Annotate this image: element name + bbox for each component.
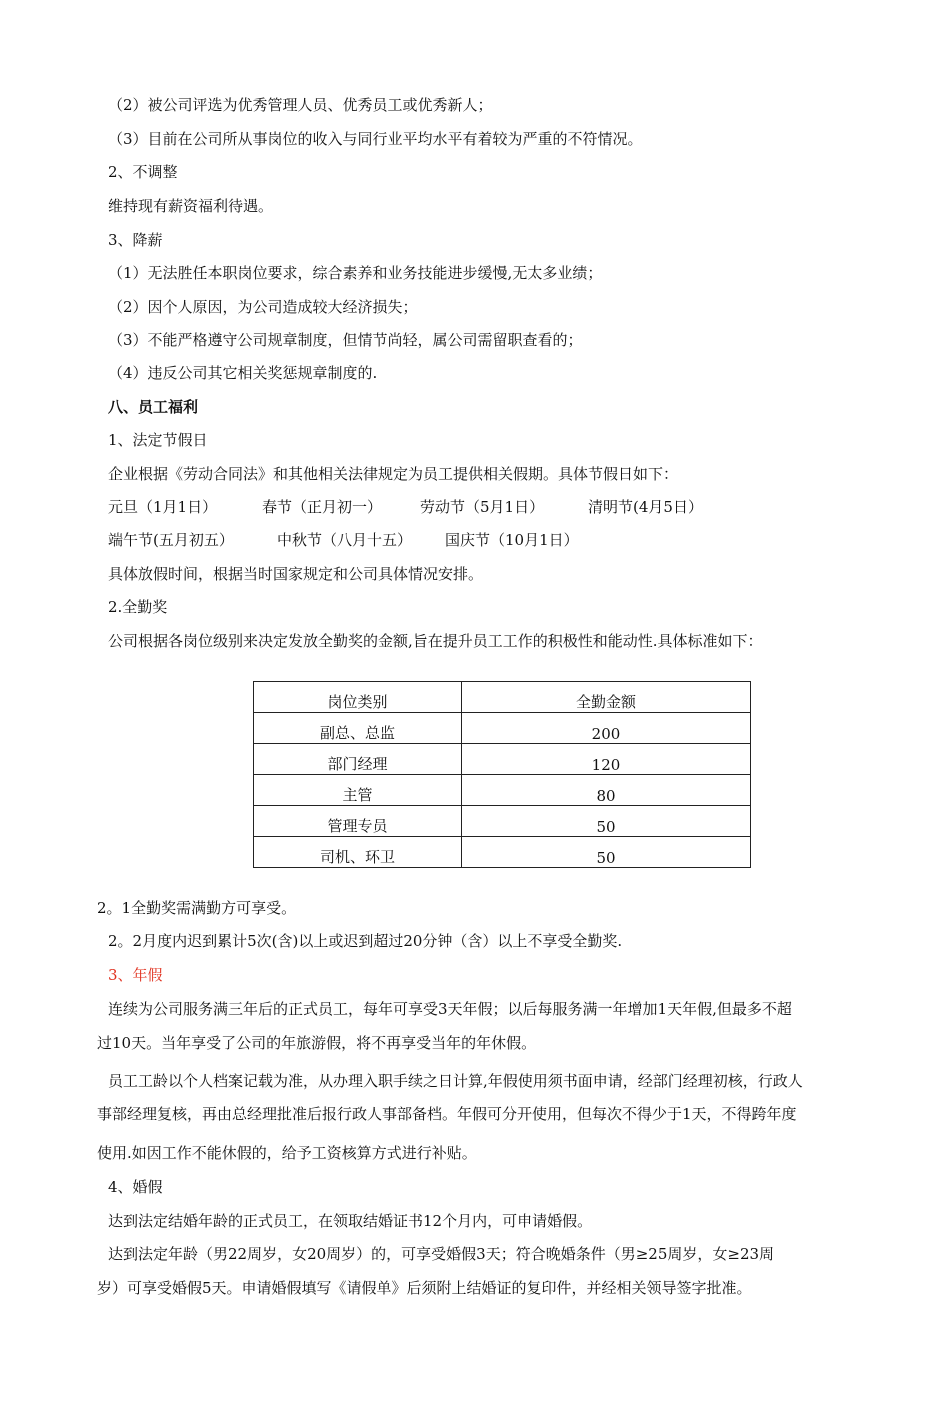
- reduce-condition-1: （1）无法胜任本职岗位要求，综合素养和业务技能进步缓慢,无太多业绩；: [108, 264, 603, 282]
- holiday-item: 国庆节（10月1日）: [445, 531, 579, 549]
- marriage-leave-para-2-line-2: 岁）可享受婚假5天。申请婚假填写《请假单》后须附上结婚证的复印件，并经相关领导签字批准。: [97, 1279, 752, 1297]
- annual-leave-para-1-line-2: 过10天。当年享受了公司的年旅游假，将不再享受当年的年休假。: [97, 1034, 537, 1052]
- column-header: 全勤金额: [462, 682, 751, 713]
- holiday-intro: 企业根据《劳动合同法》和其他相关法律规定为员工提供相关假期。具体节假日如下：: [108, 465, 679, 483]
- marriage-leave-para-1: 达到法定结婚年龄的正式员工，在领取结婚证书12个月内，可申请婚假。: [108, 1212, 593, 1230]
- marriage-leave-heading: 4、婚假: [108, 1178, 163, 1196]
- table-row: [254, 775, 751, 806]
- annual-leave-para-2-line-1: 员工工龄以个人档案记载为准，从办理入职手续之日计算,年假使用须书面申请，经部门经理初核，行政人: [108, 1072, 803, 1090]
- holiday-item: 春节（正月初一）: [262, 498, 383, 516]
- table-header-row: [254, 682, 751, 713]
- reduce-condition-3: （3）不能严格遵守公司规章制度，但情节尚轻，属公司需留职查看的；: [108, 331, 583, 349]
- table-row: [254, 744, 751, 775]
- holiday-item: 清明节(4月5日）: [588, 498, 703, 516]
- reduce-condition-4: （4）违反公司其它相关奖惩规章制度的.: [108, 364, 378, 382]
- attendance-rule-1: 2。1全勤奖需满勤方可享受。: [97, 899, 297, 917]
- annual-leave-para-2-line-3: 使用.如因工作不能休假的，给予工资核算方式进行补贴。: [97, 1144, 477, 1162]
- annual-leave-para-2-line-2: 事部经理复核，再由总经理批准后报行政人事部备档。年假可分开使用，但每次不得少于1天，不得跨年度: [97, 1105, 797, 1123]
- raise-condition-2: （2）被公司评选为优秀管理人员、优秀员工或优秀新人；: [108, 96, 493, 114]
- table-cell: 主管: [254, 775, 462, 806]
- column-header: 岗位类别: [254, 682, 462, 713]
- table-cell: 50: [462, 837, 751, 868]
- holiday-heading: 1、法定节假日: [108, 431, 208, 449]
- table-cell: 副总、总监: [254, 713, 462, 744]
- table-row: [254, 806, 751, 837]
- reduce-condition-2: （2）因个人原因，为公司造成较大经济损失；: [108, 298, 418, 316]
- attendance-heading: 2.全勤奖: [108, 598, 168, 616]
- table-cell: 管理专员: [254, 806, 462, 837]
- attendance-intro: 公司根据各岗位级别来决定发放全勤奖的金额,旨在提升员工工作的积极性和能动性.具体标准如下：: [108, 632, 763, 650]
- attendance-table: [253, 681, 751, 868]
- no-adjust-heading: 2、不调整: [108, 163, 178, 181]
- holiday-item: 元旦（1月1日）: [108, 498, 218, 516]
- table-cell: 部门经理: [254, 744, 462, 775]
- table-cell: 200: [462, 713, 751, 744]
- table-row: [254, 713, 751, 744]
- table-cell: 80: [462, 775, 751, 806]
- holiday-item: 劳动节（5月1日）: [420, 498, 545, 516]
- table-cell: 司机、环卫: [254, 837, 462, 868]
- holiday-note: 具体放假时间，根据当时国家规定和公司具体情况安排。: [108, 565, 484, 583]
- annual-leave-heading: 3、年假: [108, 966, 163, 984]
- holiday-item: 端午节(五月初五）: [108, 531, 234, 549]
- table-row: [254, 837, 751, 868]
- table-cell: 120: [462, 744, 751, 775]
- raise-condition-3: （3）目前在公司所从事岗位的收入与同行业平均水平有着较为严重的不符情况。: [108, 130, 643, 148]
- marriage-leave-para-2-line-1: 达到法定年龄（男22周岁，女20周岁）的，可享受婚假3天；符合晚婚条件（男≥25周岁，女≥23周: [108, 1245, 775, 1263]
- table-cell: 50: [462, 806, 751, 837]
- annual-leave-para-1-line-1: 连续为公司服务满三年后的正式员工，每年可享受3天年假；以后每服务满一年增加1天年假,但最多不超: [108, 1000, 792, 1018]
- holiday-item: 中秋节（八月十五）: [277, 531, 413, 549]
- no-adjust-text: 维持现有薪资福利待遇。: [108, 197, 274, 215]
- reduce-heading: 3、降薪: [108, 231, 163, 249]
- section-8-title: 八、员工福利: [108, 398, 199, 416]
- attendance-rule-2: 2。2月度内迟到累计5次(含)以上或迟到超过20分钟（含）以上不享受全勤奖.: [108, 932, 623, 950]
